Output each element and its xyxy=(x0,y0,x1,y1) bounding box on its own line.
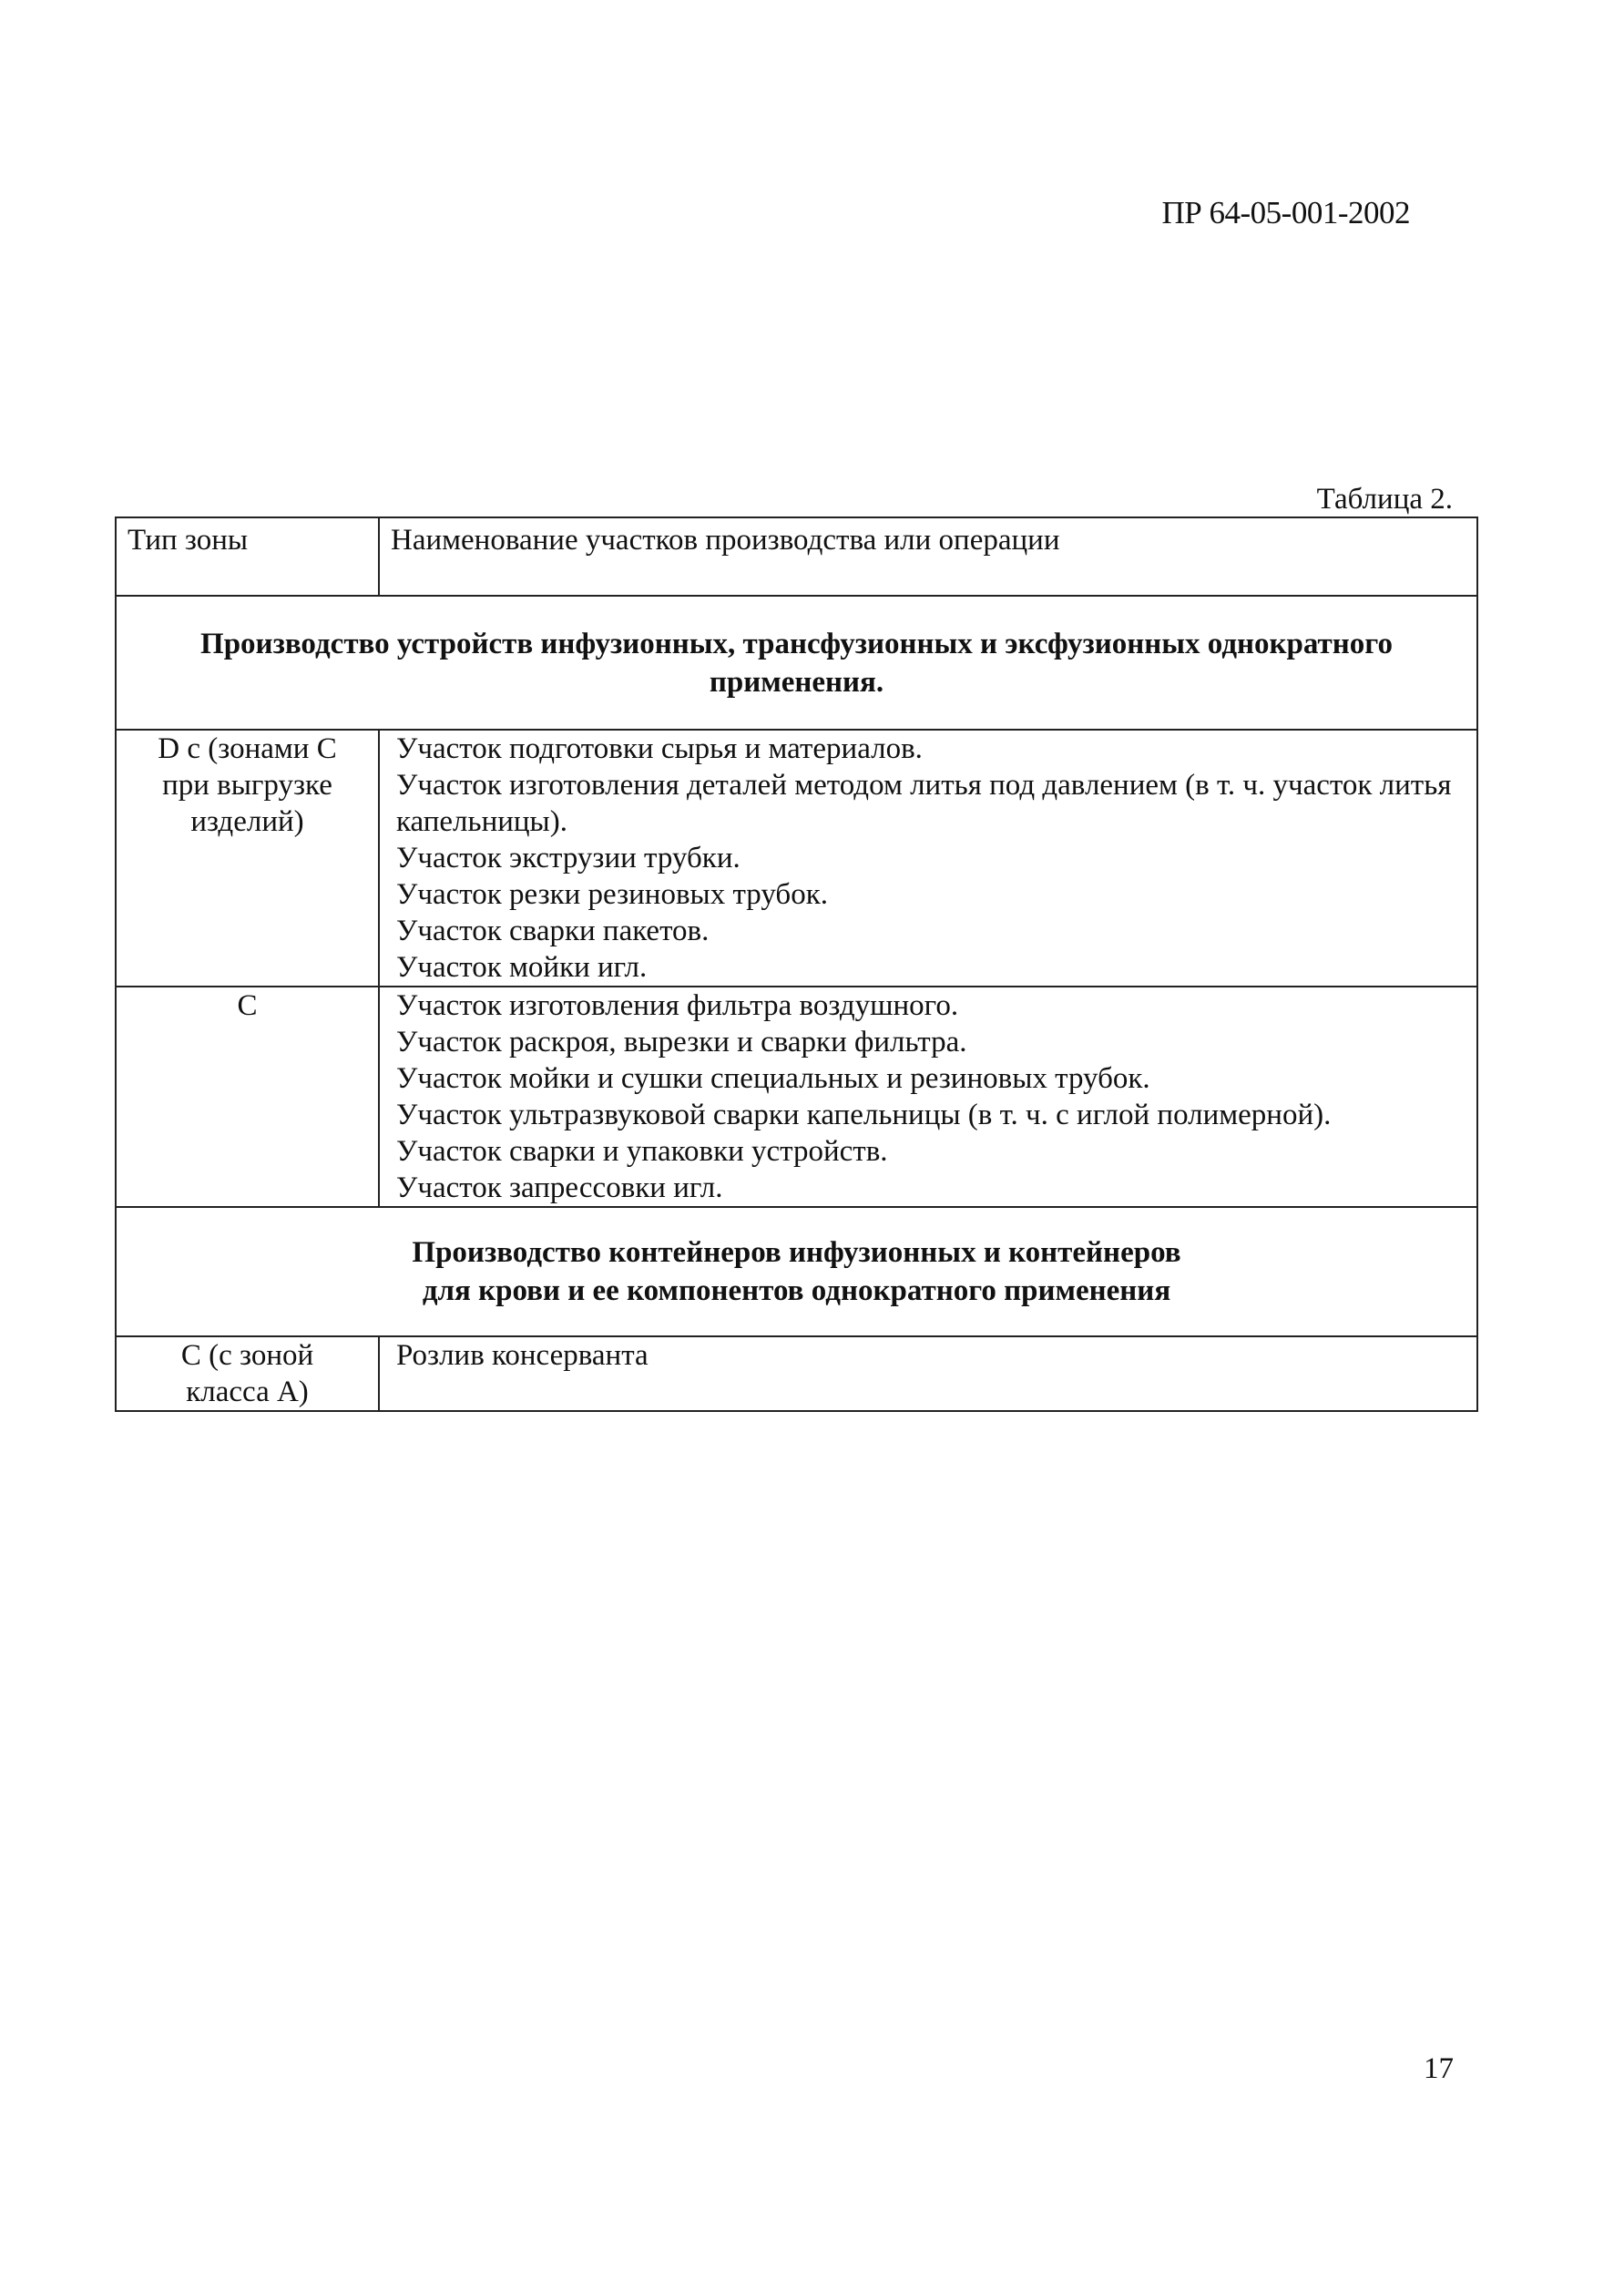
operation-item: Участок мойки и сушки специальных и резиновых трубок. xyxy=(396,1062,1150,1095)
zone-type-cell: С (с зоной класса А) xyxy=(116,1336,379,1411)
operation-item: Участок запрессовки игл. xyxy=(396,1171,723,1204)
operation-item: Участок изготовления фильтра воздушного. xyxy=(396,989,959,1022)
operation-item: Участок резки резиновых трубок. xyxy=(396,878,828,911)
zones-table xyxy=(115,516,1478,1412)
operation-item: Участок раскроя, вырезки и сварки фильтра. xyxy=(396,1026,967,1059)
table-row xyxy=(116,987,1477,1207)
section-row xyxy=(116,596,1477,730)
operation-item: Участок сварки пакетов. xyxy=(396,915,710,947)
zone-type-cell: С xyxy=(116,987,379,1207)
table-header-row xyxy=(116,517,1477,596)
operation-item: Розлив консерванта xyxy=(396,1339,649,1372)
operation-item: Участок мойки игл. xyxy=(396,951,648,984)
operation-item: Участок изготовления деталей методом литья под давлением (в т. ч. участок литья капельницы). xyxy=(396,769,1452,838)
operation-item: Участок ультразвуковой сварки капельницы (в т. ч. с иглой полимерной). xyxy=(396,1099,1332,1131)
column-header-operations: Наименование участков производства или операции xyxy=(379,517,1477,596)
operations-cell xyxy=(379,1336,1477,1411)
zone-type-cell: D с (зонами С при выгрузке изделий) xyxy=(116,730,379,987)
operation-item: Участок сварки и упаковки устройств. xyxy=(396,1135,888,1168)
operation-item: Участок подготовки сырья и материалов. xyxy=(396,732,923,765)
operation-item: Участок экструзии трубки. xyxy=(396,842,741,874)
page-number: 17 xyxy=(1424,2052,1454,2085)
operations-cell xyxy=(379,987,1477,1207)
document-code: ПР 64-05-001-2002 xyxy=(1161,195,1410,230)
table-caption: Таблица 2. xyxy=(1316,483,1453,516)
column-header-zone-type: Тип зоны xyxy=(116,517,379,596)
section-row xyxy=(116,1207,1477,1336)
table-row xyxy=(116,1336,1477,1411)
table-row xyxy=(116,730,1477,987)
operations-cell xyxy=(379,730,1477,987)
section-title: Производство устройств инфузионных, трансфузионных и эксфузионных однократного применения. xyxy=(116,596,1477,730)
section-title: Производство контейнеров инфузионных и контейнеров для крови и ее компонентов однократного применения xyxy=(116,1207,1477,1336)
